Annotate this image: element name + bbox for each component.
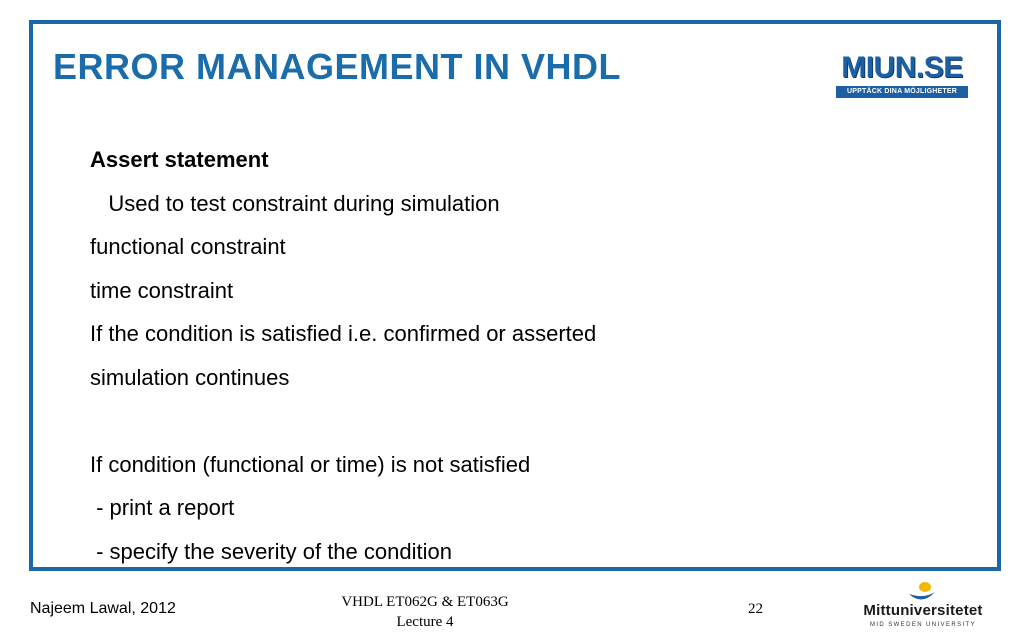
university-name: Mittuniversitetet xyxy=(863,602,983,619)
content-line: Used to test constraint during simulation xyxy=(90,190,500,216)
miun-logo-text: MIUN.SE xyxy=(841,51,963,84)
footer-course xyxy=(300,592,550,632)
content-line: If condition (functional or time) is not satisfied xyxy=(90,451,531,477)
content-blank-line xyxy=(90,399,950,443)
slide-content xyxy=(90,138,950,573)
mittuniversitetet-mark-icon xyxy=(907,580,937,604)
miun-logo xyxy=(836,52,968,100)
mittuniversitetet-logo xyxy=(858,580,988,636)
footer-author: Najeem Lawal, 2012 xyxy=(30,600,176,617)
footer-course-title: VHDL ET062G & ET063G xyxy=(341,594,509,610)
content-heading: Assert statement xyxy=(90,147,269,172)
content-line: - print a report xyxy=(90,495,235,520)
page-number: 22 xyxy=(748,601,763,617)
content-line: If the condition is satisfied i.e. confirmed or asserted xyxy=(90,321,597,346)
content-line: simulation continues xyxy=(90,364,290,390)
footer-lecture: Lecture 4 xyxy=(396,614,454,630)
content-line: - specify the severity of the condition xyxy=(90,538,452,564)
slide-frame xyxy=(29,20,1001,571)
slide-title: ERROR MANAGEMENT IN VHDL xyxy=(53,46,621,87)
content-line: functional constraint xyxy=(90,234,286,259)
university-subtitle: MID SWEDEN UNIVERSITY xyxy=(869,622,977,628)
miun-logo-tagline: UPPTÄCK DINA MÖJLIGHETER xyxy=(836,86,968,98)
content-line: time constraint xyxy=(90,277,234,303)
